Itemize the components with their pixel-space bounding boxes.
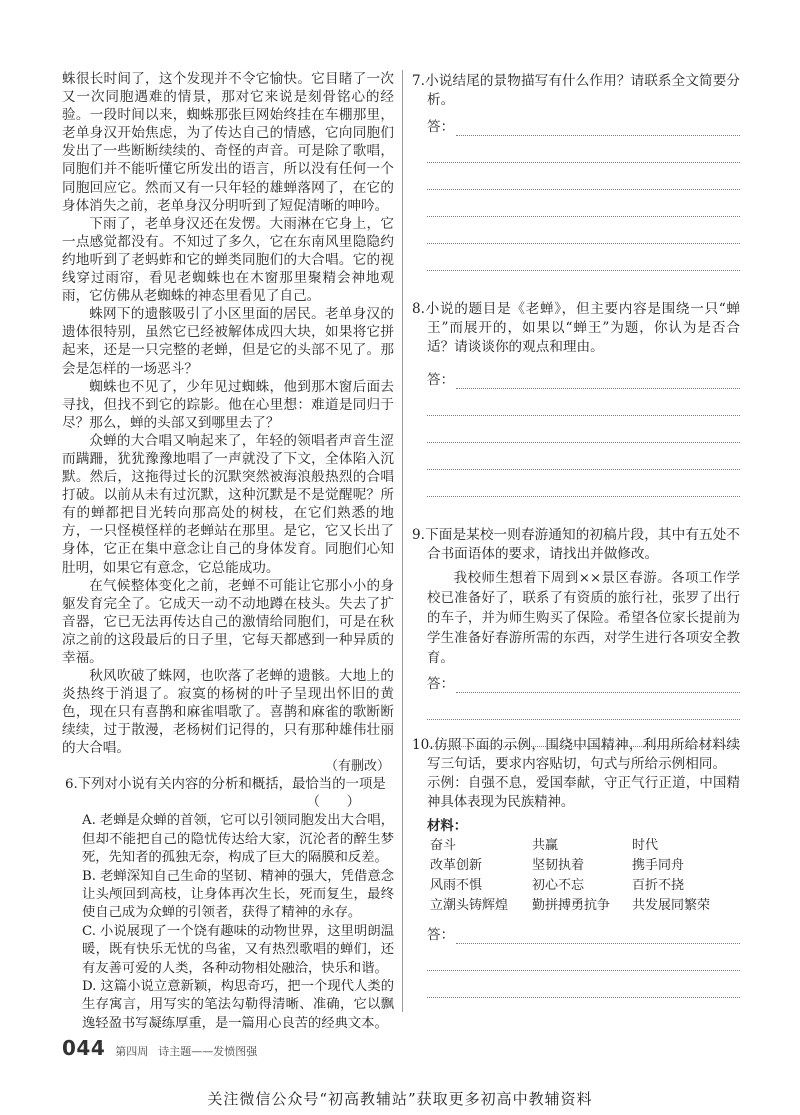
option-b [82, 868, 394, 923]
question-9 [412, 526, 740, 747]
material-item: 共赢 [532, 838, 559, 853]
option-label: A. [82, 813, 96, 829]
answer-dotted-line [427, 944, 740, 971]
answer-dotted-line [427, 136, 740, 163]
option-d [82, 978, 394, 1033]
answer-label: 答： [427, 676, 455, 692]
material-item: 携手同舟 [632, 858, 685, 873]
passage [62, 70, 394, 776]
question-6-options [62, 812, 394, 1033]
question-8-stem: 8.小说的题目是《老蝉》，但主要内容是围绕一只“蝉王”而展开的，如果以“蝉王”为题，你认为是否合适？请谈谈你的观点和理由。 [412, 301, 740, 355]
answer-dotted-line [427, 971, 740, 998]
question-7-stem: 7.小说结尾的景物描写有什么作用？请联系全文简要分析。 [412, 73, 740, 108]
answer-dotted-line [427, 693, 740, 720]
question-10 [412, 736, 740, 998]
option-text: 老蝉是众蝉的首领，它可以引领同胞发出大合唱，但却不能把自己的隐忧传达给大家，沉沦者的醉生梦死，先知者的孤独无奈，构成了巨大的隔膜和反差。 [82, 813, 394, 866]
materials-grid [430, 836, 740, 916]
spring-trip-notice: 我校师生想着下周到××景区春游。各项工作学校已准备好了，联系了有资质的旅行社，张罗了出行的车子，并为师生购买了保险。希望各位家长提前为学生准备好春游所需的东西，对学生进行各项安全教育。 [427, 571, 740, 666]
option-text: 这篇小说立意新颖，构思奇巧，把一个现代人类的生存寓言，用写实的笔法勾勒得清晰、准确，它以飘逸轻盈书写凝练厚重，是一篇用心良苦的经典文本。 [82, 979, 394, 1031]
example-sentence: 示例：自强不息，爱国奉献，守正气行正道，中国精神具体表现为民族精神。 [427, 776, 740, 810]
answer-dotted-line [427, 389, 740, 416]
question-10-stem: 10.仿照下面的示例，围绕中国精神，利用所给材料续写三句话，要求内容贴切，句式与所给示例相同。 [412, 737, 740, 772]
answer-dotted-line [427, 163, 740, 190]
page-footer [62, 1036, 257, 1060]
answer-label: 答： [427, 372, 455, 388]
answer-dotted-line [427, 443, 740, 470]
answer-dotted-line [456, 929, 740, 944]
answer-dotted-line [456, 374, 740, 389]
option-label: C. [82, 923, 96, 939]
answer-area-first-line [427, 673, 740, 693]
option-text: 老蝉深知自己生命的坚韧、精神的强大，凭借意念让头颅回到高枝，让身体再次生长，死而复生，最终使自己成为众蝉的引领者，获得了精神的永存。 [82, 868, 394, 921]
answer-area-first-line [427, 369, 740, 389]
passage-paragraph: 在气候整体变化之前，老蝉不可能让它那小小的身躯发育完全了。它成天一动不动地蹲在枝头。失去了扩音器，它已无法再传达自己的激情给同胞们，可是在秋凉之前的这段最后的日子里，它每天都感到一种异质的幸福。 [62, 577, 394, 666]
answer-area-first-line [427, 924, 740, 944]
option-text: 小说展现了一个饶有趣味的动物世界，这里明朗温暖，既有快乐无忧的鸟雀，又有热烈歌唱的蝉们，还有友善可爱的人类，各种动物相处融洽，快乐和谐。 [82, 923, 394, 976]
footer-week: 第四周 [115, 1045, 149, 1058]
answer-dotted-line [427, 244, 740, 271]
option-label: D. [82, 979, 97, 995]
material-item: 改革创新 [430, 858, 483, 873]
passage-paragraph: 蛛网下的遗骸吸引了小区里面的居民。老单身汉的遗体很特别，虽然它已经被解体成四大块，如果将它拼起来，还是一只完整的老蝉，但是它的头部不见了。那会是怎样的一场恶斗？ [62, 306, 394, 377]
source-note: （有删改） [324, 758, 390, 774]
answer-label: 答： [427, 927, 455, 943]
left-column [62, 70, 394, 1033]
answer-dotted-line [427, 416, 740, 443]
answer-dotted-line [427, 470, 740, 497]
passage-paragraph: 蜘蛛也不见了，少年见过蜘蛛，他到那木窗后面去寻找，但找不到它的踪影。他在心里想：难道是同归于尽？那么，蝉的头部又到哪里去了？ [62, 378, 394, 431]
passage-paragraph: 蛛很长时间了，这个发现并不令它愉快。它目睹了一次又一次同胞遇难的情景，那对它来说是刻骨铭心的经验。一段时间以来，蜘蛛那张巨网始终挂在车棚那里，老单身汉开始焦虑，为了传达自己的情感，它向同胞们发出了一些断断续续的、奇怪的声音。可是除了歌唱，同胞们并不能听懂它所发出的语言，所以没有任何一个同胞回应它。然而又有一只年轻的雄蝉落网了，在它的身体消失之前，老单身汉分明听到了短促清晰的呻吟。 [62, 71, 394, 214]
passage-paragraph: 下雨了，老单身汉还在发愣。大雨淋在它身上，它一点感觉都没有。不知过了多久，它在东南风里隐隐约约地听到了老蚂蚱和它的蝉类同胞们的大合唱。它的视线穿过雨帘，看见老蜘蛛也在木窗那里聚精会神地观雨，它仿佛从老蜘蛛的神态里看见了自己。 [62, 215, 394, 305]
material-item: 勤拼搏勇抗争 [532, 898, 611, 913]
question-8 [412, 300, 740, 497]
material-item: 初心不忘 [532, 878, 585, 893]
material-item: 百折不挠 [632, 878, 685, 893]
option-c [82, 923, 394, 978]
page-number: 044 [62, 1036, 106, 1060]
passage-paragraph: 众蝉的大合唱又响起来了，年轻的领唱者声音生涩而蹒跚，犹犹豫豫地唱了一声就没了下文，全体陷入沉默。然后，这拖得过长的沉默突然被海浪般热烈的合唱打破。以前从未有过沉默，这种沉默是不是觉醒呢？所有的蝉都把目光转向那高处的树枝，在它们熟悉的地方，一只怪模怪样的老蝉站在那里。是它，它又长出了身体，它正在集中意念让自己的身体发育。同胞们心知肚明，如果它有意念，它总能成功。 [62, 432, 394, 576]
footer-theme: 诗主题——发愤图强 [158, 1045, 258, 1058]
question-6-stem: 6.下列对小说有关内容的分析和概括，最恰当的一项是 [65, 776, 386, 792]
question-9-stem: 9.下面是某校一则春游通知的初稿片段，其中有五处不合书面语体的要求，请找出并做修改。 [412, 527, 740, 562]
materials-label: 材料： [427, 818, 468, 834]
promo-banner: 关注微信公众号“初高教辅站”获取更多初高中教辅资料 [207, 1090, 593, 1108]
passage-paragraph: 秋风吹破了蛛网，也吹落了老蝉的遗骸。大地上的炎热终于消退了。寂寞的杨树的叶子呈现出怀旧的黄色，现在只有喜鹊和麻雀唱歌了。喜鹊和麻雀的歌断断续续，过于散漫，老杨树们记得的，只有那种雄伟壮丽的大合唱。 [62, 668, 394, 757]
answer-dotted-line [427, 217, 740, 244]
material-item: 风雨不惧 [430, 878, 483, 893]
answer-dotted-line [456, 678, 740, 693]
material-item: 共发展同繁荣 [632, 898, 711, 913]
question-6 [62, 776, 394, 1034]
answer-bracket: （ ） [306, 794, 360, 810]
answer-area-first-line [427, 116, 740, 136]
option-a [82, 812, 394, 867]
material-item: 立潮头铸辉煌 [430, 898, 509, 913]
column-divider [402, 70, 403, 1012]
material-item: 坚韧执着 [532, 858, 585, 873]
material-item: 奋斗 [430, 838, 457, 853]
answer-dotted-line [427, 190, 740, 217]
option-label: B. [82, 868, 96, 884]
question-7 [412, 72, 740, 271]
material-item: 时代 [632, 838, 659, 853]
answer-dotted-line [456, 121, 740, 136]
answer-label: 答： [427, 119, 455, 135]
